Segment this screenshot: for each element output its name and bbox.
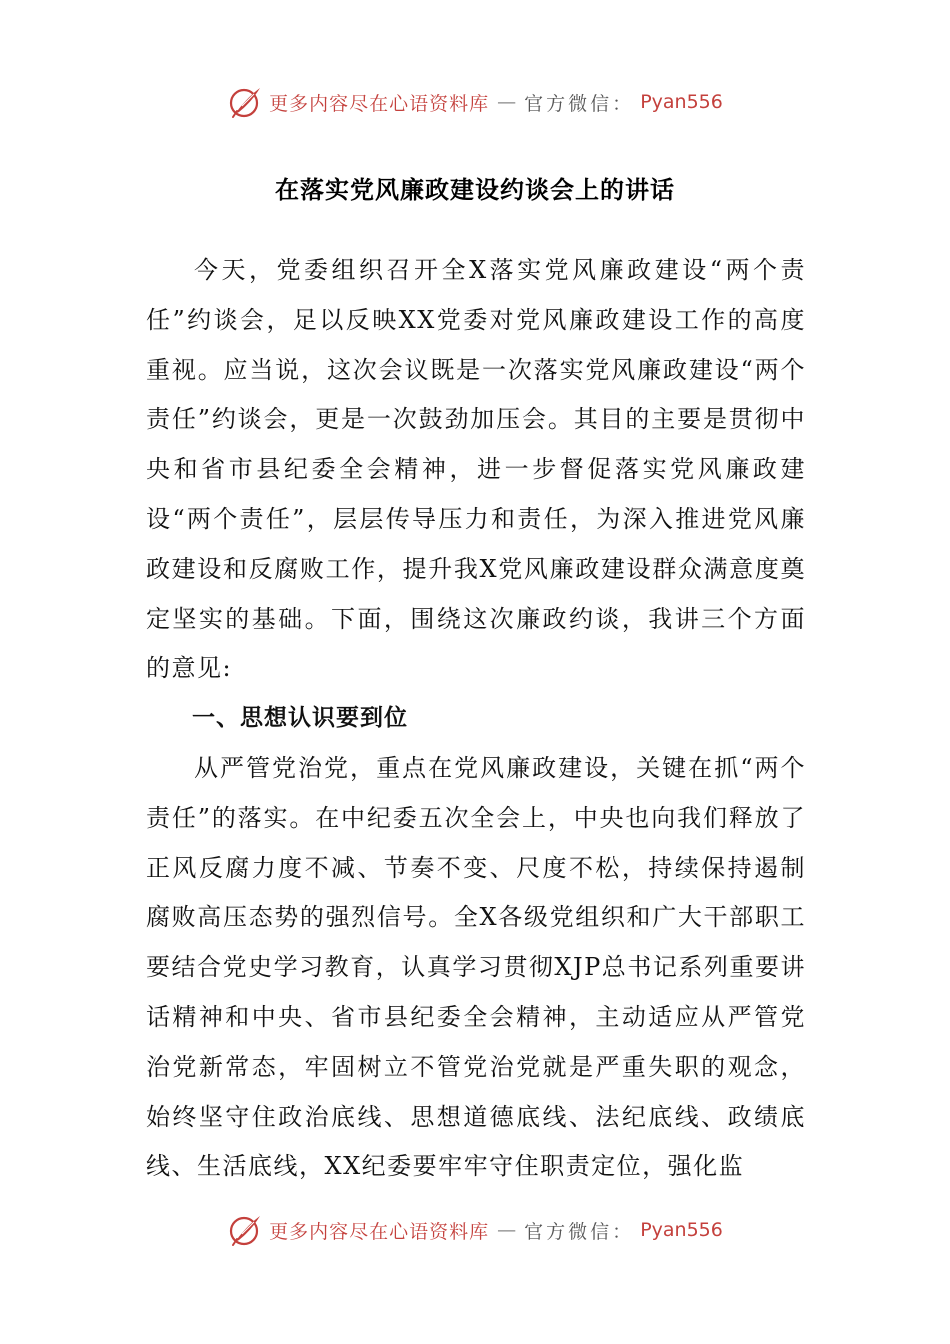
banner-wechat-id: Pyan556 [640,91,723,113]
quill-pen-logo-icon [227,84,263,120]
banner-dash: — [497,1219,517,1241]
footer-banner [0,1208,950,1252]
quill-pen-logo-icon [227,1212,263,1248]
banner-site-text: 更多内容尽在心语资料库 [269,92,490,115]
banner-dash: — [497,91,517,113]
banner-wechat-id: Pyan556 [640,1219,723,1241]
paragraph-section-1: 从严管党治党，重点在党风廉政建设，关键在抓“两个责任”的落实。在中纪委五次全会上，中央也向我们释放了正风反腐力度不减、节奏不变、尺度不松，持续保持遏制腐败高压态势的强烈信号。全X各级党组织和广大干部职工要结合党史学习教育，认真学习贯彻XJP总书记系列重要讲话精神和中央、省市县纪委全会精神，主动适应从严管党治党新常态，牢固树立不管党治党就是严重失职的观念，始终坚守住政治底线、思想道德底线、法纪底线、政绩底线、生活底线，XX纪委要牢牢守住职责定位，强化监 [146,753,806,1181]
paragraph-intro: 今天，党委组织召开全X落实党风廉政建设“两个责任”约谈会，足以反映XX党委对党风廉政建设工作的高度重视。应当说，这次会议既是一次落实党风廉政建设“两个责任”约谈会，更是一次鼓劲加压会。其目的主要是贯彻中央和省市县纪委全会精神，进一步督促落实党风廉政建设“两个责任”，层层传导压力和责任，为深入推进党风廉政建设和反腐败工作，提升我X党风廉政建设群众满意度奠定坚实的基础。下面，围绕这次廉政约谈，我讲三个方面的意见: [146,256,806,683]
banner-site-text: 更多内容尽在心语资料库 [269,1220,490,1243]
banner-wechat-label: 官方微信： [524,92,635,115]
document-title: 在落实党风廉政建设约谈会上的讲话 [275,176,675,204]
document-body [146,246,806,1192]
banner-wechat-label: 官方微信： [524,1220,635,1243]
section-heading-1: 一、思想认识要到位 [192,705,408,732]
header-banner [0,80,950,124]
